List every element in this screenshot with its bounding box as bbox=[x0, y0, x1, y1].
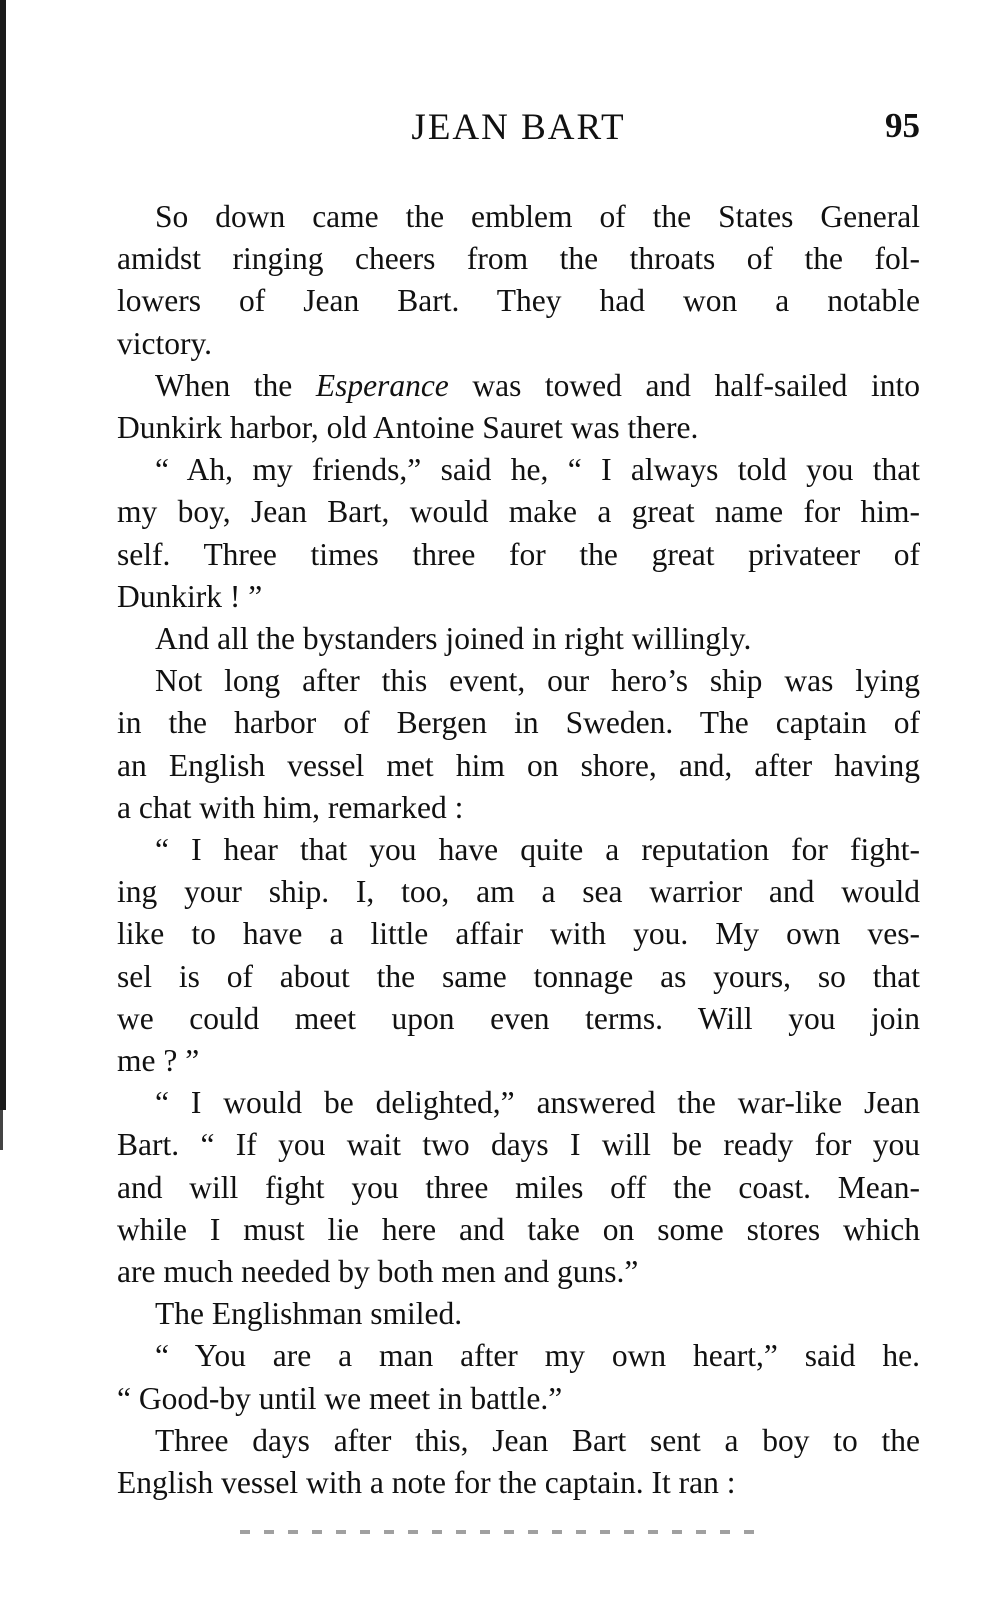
text-line: So down came the emblem of the States General bbox=[155, 199, 920, 234]
text-line: amidst ringing cheers from the throats of the fol- bbox=[117, 241, 920, 277]
text-line: Three days after this, Jean Bart sent a boy to the bbox=[155, 1422, 920, 1458]
binding-edge bbox=[0, 0, 6, 1110]
text-line: sel is of about the same tonnage as yours, so that bbox=[117, 958, 920, 994]
text-line: self. Three times three for the great privateer of bbox=[117, 536, 920, 572]
paragraph bbox=[117, 1335, 920, 1419]
text-line: we could meet upon even terms. Will you join bbox=[117, 1000, 920, 1036]
paragraph bbox=[117, 829, 920, 1082]
text-line: “ Good-by until we meet in battle.” bbox=[117, 1380, 563, 1416]
text-line: Dunkirk harbor, old Antoine Sauret was there. bbox=[117, 410, 699, 446]
paragraph bbox=[117, 1420, 920, 1504]
text-line: “ I hear that you have quite a reputation for fight- bbox=[155, 832, 920, 868]
text-line: “ I would be delighted,” answered the war-like Jean bbox=[155, 1085, 920, 1121]
text-line: like to have a little affair with you. My own ves- bbox=[117, 916, 920, 952]
page-number: 95 bbox=[885, 106, 920, 145]
page-header bbox=[117, 106, 920, 150]
running-title: JEAN BART bbox=[411, 107, 626, 148]
text-line: Not long after this event, our hero’s ship was lying bbox=[155, 663, 920, 699]
text-line: my boy, Jean Bart, would make a great name for him- bbox=[117, 494, 920, 530]
binding-edge-lower bbox=[0, 1110, 3, 1150]
text-line: English vessel with a note for the captain. It ran : bbox=[117, 1465, 736, 1501]
italic-ship-name: Esperance bbox=[315, 367, 449, 403]
text-line: in the harbor of Bergen in Sweden. The captain of bbox=[117, 705, 920, 741]
body-text bbox=[117, 196, 920, 1504]
text-line: a chat with him, remarked : bbox=[117, 789, 464, 825]
text-line: “ Ah, my friends,” said he, “ I always told you that bbox=[155, 452, 920, 488]
text-line: me ? ” bbox=[117, 1043, 200, 1079]
text-line: while I must lie here and take on some stores which bbox=[117, 1211, 920, 1247]
paragraph bbox=[117, 196, 920, 365]
paragraph bbox=[117, 660, 920, 829]
text-line: The Englishman smiled. bbox=[155, 1296, 463, 1332]
text-line: victory. bbox=[117, 325, 213, 361]
text-line: Dunkirk ! ” bbox=[117, 578, 263, 614]
paragraph bbox=[117, 449, 920, 618]
text-line: an English vessel met him on shore, and, after having bbox=[117, 747, 920, 783]
text-line: When the Esperance was towed and half-sailed into bbox=[155, 367, 920, 403]
paragraph bbox=[117, 1293, 920, 1335]
cut-off-next-line bbox=[240, 1530, 760, 1534]
text-line: ing your ship. I, too, am a sea warrior and would bbox=[117, 874, 920, 910]
text-line: are much needed by both men and guns.” bbox=[117, 1254, 639, 1290]
text-line: Bart. “ If you wait two days I will be ready for you bbox=[117, 1127, 920, 1163]
text-line: lowers of Jean Bart. They had won a notable bbox=[117, 283, 920, 319]
paragraph bbox=[117, 618, 920, 660]
text-line: and will fight you three miles off the coast. Mean- bbox=[117, 1169, 920, 1205]
text-line: And all the bystanders joined in right willingly. bbox=[155, 621, 752, 657]
paragraph bbox=[117, 365, 920, 449]
paragraph bbox=[117, 1082, 920, 1293]
text-line: “ You are a man after my own heart,” said he. bbox=[155, 1338, 920, 1374]
